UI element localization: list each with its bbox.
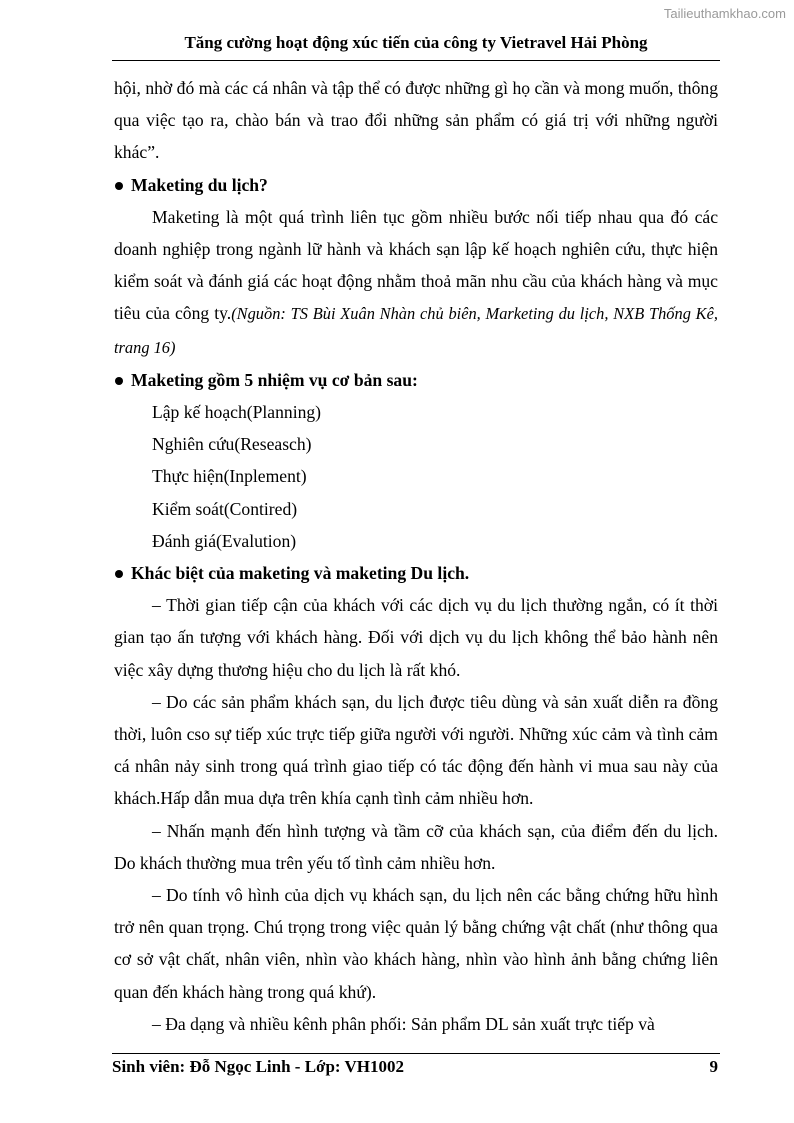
footer-student: Sinh viên: Đỗ Ngọc Linh - Lớp: VH1002 — [112, 1057, 405, 1076]
page-footer — [112, 1056, 720, 1078]
heading-marketing-tourism — [114, 169, 718, 201]
heading-five-tasks — [114, 364, 718, 396]
list-item: Lập kế hoạch(Planning) — [152, 402, 322, 423]
heading-text: Khác biệt của maketing và maketing Du lịch. — [131, 563, 470, 584]
list-item: Kiểm soát(Contired) — [152, 498, 298, 519]
heading-text: Maketing gồm 5 nhiệm vụ cơ bản sau: — [131, 369, 418, 390]
heading-differences — [114, 557, 718, 589]
paragraph-continuation: hội, nhờ đó mà các cá nhân và tập thể có được những gì họ cần và mong muốn, thông qua việc tạo ra, chào bán và trao đổi những sản phẩm có giá trị với những người khác”. — [114, 78, 718, 163]
definition-text: Maketing là một quá trình liên tục gồm nhiều bước nối tiếp nhau qua đó các doanh nghiệp trong ngành lữ hành và khách sạn lập kế hoạch nghiên cứu, thực hiện kiểm soát và đánh giá các hoạt động nhằm thoả mãn nhu cầu của khách hàng và mục tiêu của công ty. — [114, 206, 718, 324]
paragraph-difference: – Nhấn mạnh đến hình tượng và tầm cỡ của khách sạn, của điểm đến du lịch. Do khách thường mua trên yếu tố tình cảm nhiều hơn. — [114, 820, 718, 873]
document-body — [114, 72, 718, 1040]
source-citation: (Nguồn: TS Bùi Xuân Nhàn chủ biên, Marketing du lịch, NXB Thống Kê, trang 16) — [114, 304, 718, 357]
footer-divider — [112, 1053, 720, 1054]
list-item: Đánh giá(Evalution) — [152, 530, 297, 551]
watermark: Tailieuthamkhao.com — [663, 6, 786, 21]
paragraph-difference: – Đa dạng và nhiều kênh phân phối: Sản phẩm DL sản xuất trực tiếp và — [152, 1013, 655, 1034]
page-header: Tăng cường hoạt động xúc tiến của công ty Vietravel Hải Phòng — [184, 33, 648, 52]
page-number: 9 — [709, 1057, 718, 1076]
bullet-icon — [115, 377, 123, 385]
list-item: Thực hiện(Inplement) — [152, 466, 307, 487]
bullet-icon — [115, 182, 123, 190]
heading-text: Maketing du lịch? — [131, 174, 268, 195]
paragraph-difference: – Thời gian tiếp cận của khách với các dịch vụ du lịch thường ngắn, có ít thời gian tạo ấn tượng với khách hàng. Đối với dịch vụ du lịch không thể bảo hành nên việc xây dựng thương hiệu cho du lịch là rất khó. — [114, 595, 718, 680]
list-item: Nghiên cứu(Reseasch) — [152, 434, 312, 455]
bullet-icon — [115, 570, 123, 578]
paragraph-difference: – Do các sản phẩm khách sạn, du lịch được tiêu dùng và sản xuất diễn ra đồng thời, luôn cso sự tiếp xúc trực tiếp giữa người với người. Những xúc cảm và tình cảm cá nhân nảy sinh trong quá trình giao tiếp có tác động đến hành vi mua sau này của khách.Hấp dẫn mua dựa trên khía cạnh tình cảm nhiều hơn. — [114, 691, 718, 809]
paragraph-difference: – Do tính vô hình của dịch vụ khách sạn, du lịch nên các bằng chứng hữu hình trở nên quan trọng. Chú trọng trong việc quản lý bằng chứng vật chất (như thông qua cơ sở vật chất, nhân viên, nhìn vào khách hàng, nhìn vào hình ảnh bằng chứng liên quan đến khách hàng trong quá khứ). — [114, 885, 718, 1002]
paragraph-definition — [114, 201, 718, 364]
header-divider — [112, 60, 720, 61]
